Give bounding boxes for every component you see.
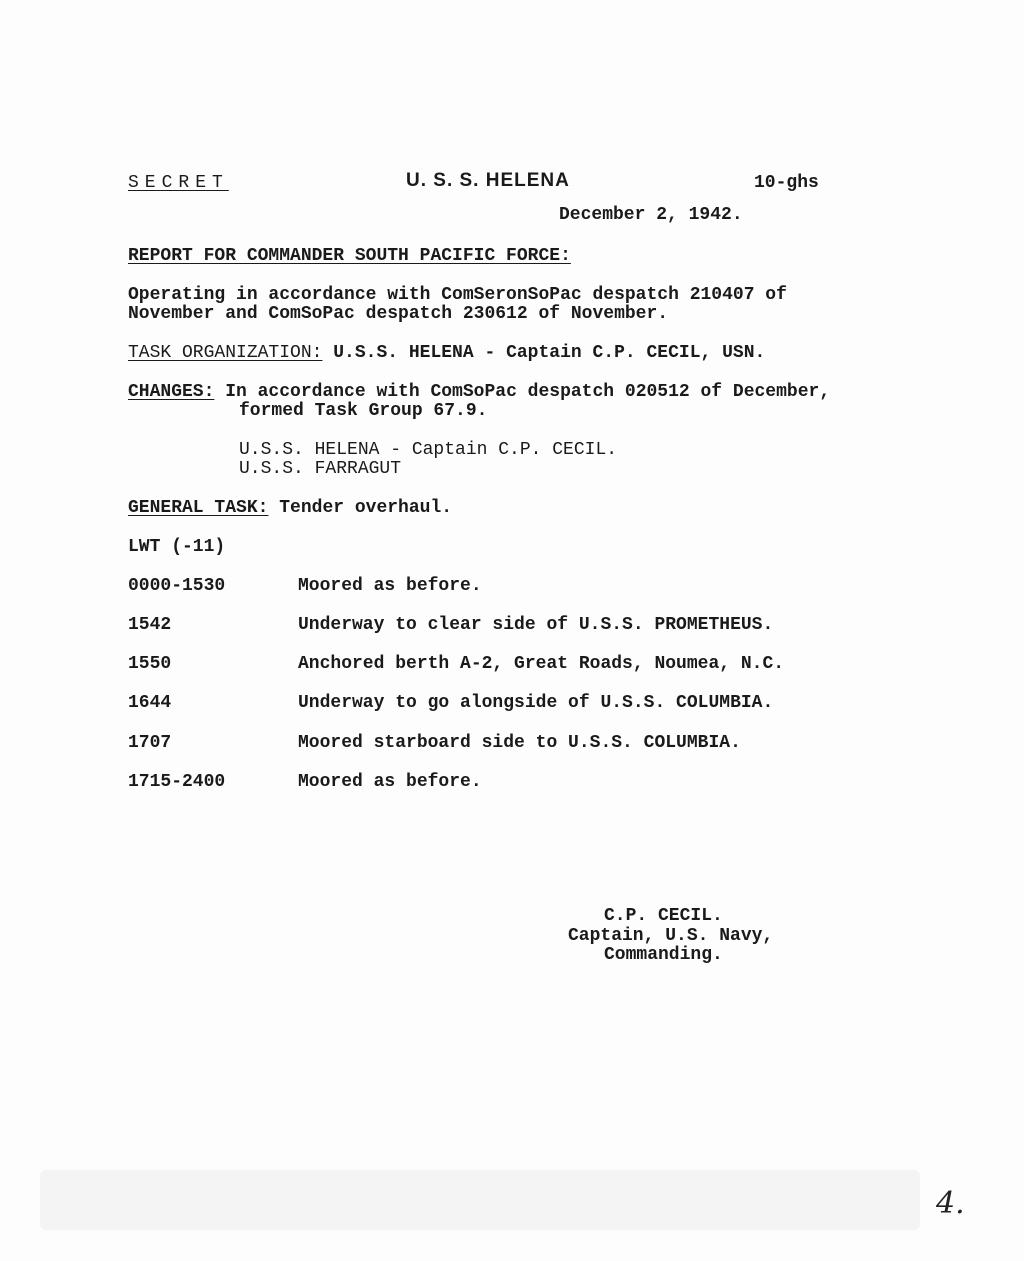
signature-name: C.P. CECIL.	[604, 906, 723, 926]
changes-unit-1: U.S.S. HELENA - Captain C.P. CECIL.	[239, 440, 618, 460]
log-entry: Underway to clear side of U.S.S. PROMETHEUS.	[298, 615, 774, 635]
page-number: 4.	[936, 1186, 965, 1221]
changes-line-1: In accordance with ComSoPac despatch 020512 of December,	[214, 382, 831, 402]
report-title: REPORT FOR COMMANDER SOUTH PACIFIC FORCE:	[128, 246, 571, 266]
paper-smudge	[40, 1170, 920, 1230]
operating-line-2: November and ComSoPac despatch 230612 of November.	[128, 304, 669, 324]
report-date: December 2, 1942.	[559, 205, 743, 225]
operating-line-1: Operating in accordance with ComSeronSoPac despatch 210407 of	[128, 285, 787, 305]
signature-rank: Captain, U.S. Navy,	[568, 926, 774, 946]
log-entry: Anchored berth A-2, Great Roads, Noumea, N.C.	[298, 654, 785, 674]
log-time: 0000-1530	[128, 576, 226, 596]
reference-code: 10-ghs	[754, 173, 819, 193]
signature-role: Commanding.	[604, 945, 723, 965]
task-organization-text: U.S.S. HELENA - Captain C.P. CECIL, USN.	[322, 343, 766, 363]
general-task-text: Tender overhaul.	[268, 498, 453, 518]
log-entry: Moored as before.	[298, 772, 482, 792]
ship-name: U. S. S. HELENA	[406, 170, 570, 191]
general-task-label: GENERAL TASK:	[128, 498, 269, 518]
changes-label: CHANGES:	[128, 382, 215, 402]
log-time: 1644	[128, 693, 172, 713]
changes-line-2: formed Task Group 67.9.	[239, 401, 488, 421]
log-time: 1707	[128, 733, 172, 753]
log-entry: Underway to go alongside of U.S.S. COLUMBIA.	[298, 693, 774, 713]
task-organization-label: TASK ORGANIZATION:	[128, 343, 323, 363]
log-time: 1550	[128, 654, 172, 674]
changes-row	[128, 382, 830, 402]
log-entry: Moored as before.	[298, 576, 482, 596]
general-task-row	[128, 498, 452, 518]
changes-unit-2: U.S.S. FARRAGUT	[239, 459, 402, 479]
log-time: 1715-2400	[128, 772, 226, 792]
log-entry: Moored starboard side to U.S.S. COLUMBIA.	[298, 733, 741, 753]
task-organization-row	[128, 343, 765, 363]
classification-label: SECRET	[128, 173, 229, 193]
log-time: 1542	[128, 615, 172, 635]
time-zone-label: LWT (-11)	[128, 537, 226, 557]
